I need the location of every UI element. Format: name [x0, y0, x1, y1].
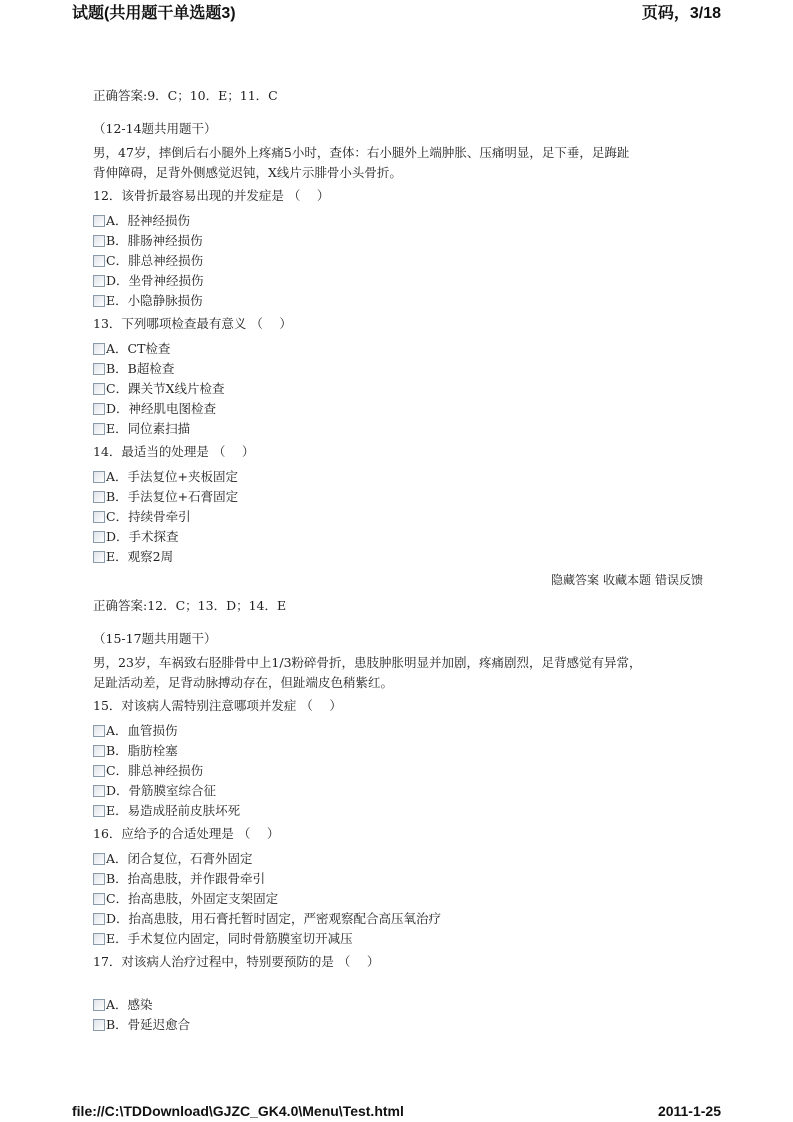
option-label: B．B超检查: [106, 361, 175, 376]
question-text: 15．对该病人需特别注意哪项并发症 （ ）: [93, 698, 342, 713]
checkbox[interactable]: [93, 785, 105, 797]
checkbox[interactable]: [93, 725, 105, 737]
checkbox[interactable]: [93, 403, 105, 415]
checkbox[interactable]: [93, 765, 105, 777]
option-label: A．血管损伤: [106, 723, 178, 738]
stem-text: 男，23岁，车祸致右胫腓骨中上1/3粉碎骨折，患肢肿胀明显并加剧，疼痛剧烈，足背感觉有异常，: [93, 655, 642, 670]
option-label: E．手术复位内固定，同时骨筋膜室切开减压: [106, 931, 353, 946]
option-item[interactable]: [93, 547, 703, 567]
option-label: B．脂肪栓塞: [106, 743, 178, 758]
option-item[interactable]: [93, 869, 703, 889]
question-text: 14．最适当的处理是 （ ）: [93, 444, 255, 459]
checkbox[interactable]: [93, 1019, 105, 1031]
option-label: C．腓总神经损伤: [106, 253, 204, 268]
option-label: A．胫神经损伤: [106, 213, 191, 228]
option-item[interactable]: [93, 721, 703, 741]
stem-text: 足趾活动差，足背动脉搏动存在，但趾端皮色稍紫红。: [93, 675, 394, 690]
option-item[interactable]: [93, 929, 703, 949]
checkbox[interactable]: [93, 363, 105, 375]
checkbox[interactable]: [93, 999, 105, 1011]
option-label: C．腓总神经损伤: [106, 763, 204, 778]
option-item[interactable]: [93, 251, 703, 271]
checkbox[interactable]: [93, 215, 105, 227]
content: [93, 86, 703, 1035]
checkbox[interactable]: [93, 383, 105, 395]
option-item[interactable]: [93, 507, 703, 527]
question-text: 16．应给予的合适处理是 （ ）: [93, 826, 280, 841]
option-item[interactable]: [93, 781, 703, 801]
option-label: E．小隐静脉损伤: [106, 293, 203, 308]
option-label: D．骨筋膜室综合征: [106, 783, 217, 798]
option-item[interactable]: [93, 419, 703, 439]
checkbox[interactable]: [93, 551, 105, 563]
option-label: B．腓肠神经损伤: [106, 233, 203, 248]
option-item[interactable]: [93, 889, 703, 909]
option-item[interactable]: [93, 741, 703, 761]
option-label: C．持续骨牵引: [106, 509, 191, 524]
option-label: A．感染: [106, 997, 153, 1012]
option-label: B．抬高患肢，并作跟骨牵引: [106, 871, 266, 886]
option-label: D．神经肌电图检查: [106, 401, 217, 416]
link-favorite[interactable]: 收藏本题: [602, 573, 651, 587]
option-item[interactable]: [93, 527, 703, 547]
answer-previous: 正确答案:9．C；10．E；11．C: [93, 88, 278, 103]
option-item[interactable]: [93, 995, 703, 1015]
option-label: A．闭合复位，石膏外固定: [106, 851, 253, 866]
option-label: C．抬高患肢，外固定支架固定: [106, 891, 279, 906]
option-item[interactable]: [93, 399, 703, 419]
option-item[interactable]: [93, 339, 703, 359]
option-item[interactable]: [93, 801, 703, 821]
option-label: B．骨延迟愈合: [106, 1017, 191, 1032]
stem-text: 男，47岁，摔倒后右小腿外上疼痛5小时，查体：右小腿外上端肿胀、压痛明显，足下垂，足踇趾: [93, 145, 630, 160]
option-label: E．易造成胫前皮肤坏死: [106, 803, 241, 818]
option-label: A．CT检查: [106, 341, 171, 356]
checkbox[interactable]: [93, 531, 105, 543]
option-item[interactable]: [93, 487, 703, 507]
option-label: A．手法复位+夹板固定: [106, 469, 239, 484]
correct-answer: 正确答案:12．C；13．D；14．E: [93, 598, 287, 613]
group-label: （15-17题共用题干）: [93, 631, 217, 646]
checkbox[interactable]: [93, 423, 105, 435]
group-label: （12-14题共用题干）: [93, 121, 217, 136]
option-item[interactable]: [93, 1015, 703, 1035]
spacer: [93, 977, 703, 995]
footer-date: 2011-1-25: [657, 1103, 721, 1119]
option-label: E．同位素扫描: [106, 421, 191, 436]
link-report-error[interactable]: 错误反馈: [654, 573, 703, 587]
option-item[interactable]: [93, 211, 703, 231]
checkbox[interactable]: [93, 893, 105, 905]
stem-text: 背伸障碍，足背外侧感觉迟钝，X线片示腓骨小头骨折。: [93, 165, 402, 180]
checkbox[interactable]: [93, 933, 105, 945]
checkbox[interactable]: [93, 255, 105, 267]
checkbox[interactable]: [93, 343, 105, 355]
option-label: C．踝关节X线片检查: [106, 381, 225, 396]
page-title: 试题(共用题干单选题3): [72, 5, 236, 22]
option-label: D．手术探查: [106, 529, 179, 544]
checkbox[interactable]: [93, 745, 105, 757]
option-label: D．坐骨神经损伤: [106, 273, 204, 288]
option-item[interactable]: [93, 291, 703, 311]
option-item[interactable]: [93, 359, 703, 379]
footer-path: file://C:\TDDownload\GJZC_GK4.0\Menu\Test.html: [72, 1103, 404, 1119]
checkbox[interactable]: [93, 853, 105, 865]
page-number: 页码，3/18: [641, 5, 721, 22]
option-item[interactable]: [93, 761, 703, 781]
checkbox[interactable]: [93, 873, 105, 885]
option-item[interactable]: [93, 849, 703, 869]
option-label: E．观察2周: [106, 549, 174, 564]
checkbox[interactable]: [93, 913, 105, 925]
checkbox[interactable]: [93, 511, 105, 523]
checkbox[interactable]: [93, 275, 105, 287]
option-item[interactable]: [93, 909, 703, 929]
checkbox[interactable]: [93, 471, 105, 483]
option-item[interactable]: [93, 467, 703, 487]
option-item[interactable]: [93, 379, 703, 399]
question-text: 13．下列哪项检查最有意义 （ ）: [93, 316, 292, 331]
option-item[interactable]: [93, 231, 703, 251]
option-label: B．手法复位+石膏固定: [106, 489, 239, 504]
checkbox[interactable]: [93, 805, 105, 817]
checkbox[interactable]: [93, 491, 105, 503]
checkbox[interactable]: [93, 295, 105, 307]
checkbox[interactable]: [93, 235, 105, 247]
question-text: 17．对该病人治疗过程中，特别要预防的是 （ ）: [93, 954, 380, 969]
link-hide-answer[interactable]: 隐藏答案: [550, 573, 599, 587]
answer-links: [93, 570, 703, 590]
option-label: D．抬高患肢，用石膏托暂时固定，严密观察配合高压氧治疗: [106, 911, 442, 926]
option-item[interactable]: [93, 271, 703, 291]
question-text: 12．该骨折最容易出现的并发症是 （ ）: [93, 188, 330, 203]
